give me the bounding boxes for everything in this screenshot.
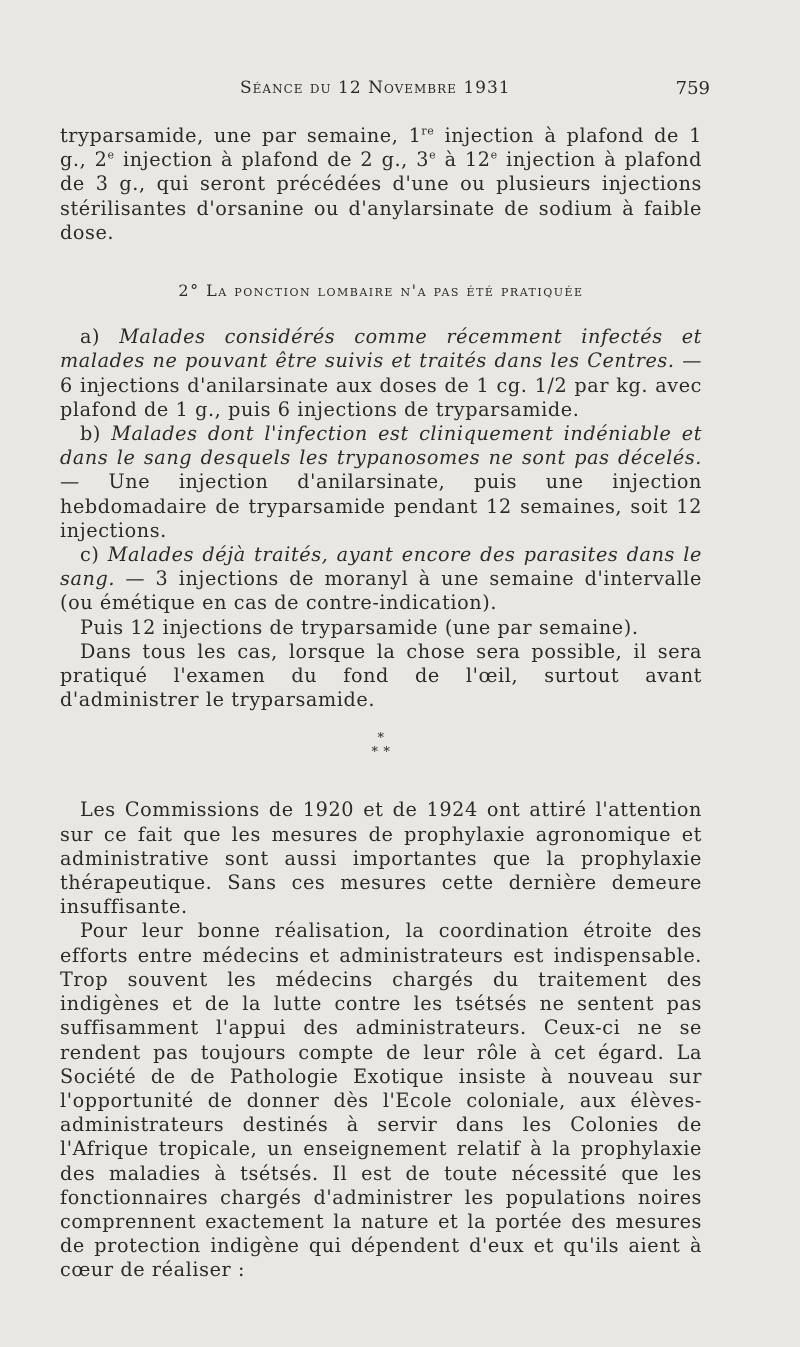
running-title: Séance du 12 Novembre 1931 — [240, 78, 511, 98]
paragraph-tous-les-cas: Dans tous les cas, lorsque la chose sera possible, il sera pratiqué l'examen du fond de l'œil, surtout avant d'administrer le tryparsamide. — [60, 639, 702, 712]
paragraph-continuation: tryparsamide, une par semaine, 1re injection à plafond de 1 g., 2e injection à plafond de 2 g., 3e à 12e injection à plafond de 3 g., qui seront précédées d'une ou plusieurs injections stérilisantes d'orsanine ou d'anylarsinate de sodium à faible dose. — [60, 124, 702, 244]
running-head — [0, 78, 800, 102]
section-heading: 2° La ponction lombaire n'a pas été pratiquée — [178, 281, 584, 301]
body-text — [60, 124, 702, 1283]
page-number: 759 — [675, 78, 710, 99]
paragraph-commissions: Les Commissions de 1920 et de 1924 ont attiré l'attention sur ce fait que les mesures de prophylaxie agronomique et administrative sont aussi importantes que la prophylaxie thérapeutique. Sans ces mesures cette dernière demeure insuffisante. — [60, 798, 702, 919]
asterism-separator: * * * — [371, 731, 391, 761]
paragraph-pour-leur: Pour leur bonne réalisation, la coordination étroite des efforts entre médecins et administrateurs est indispensable. Trop souvent les médecins chargés du traitement des indigènes et de la lutte contre les tsétsés ne sentent pas suffisamment l'appui des administrateurs. Ceux-ci ne se rendent pas toujours compte de leur rôle à cet égard. La Société de de Pathologie Exotique insiste à nouveau sur l'opportunité de donner dès l'Ecole coloniale, aux élèves-administrateurs destinés à servir dans les Colonies de l'Afrique tropicale, un enseignement relatif à la prophylaxie des maladies à tsétsés. Il est de toute nécessité que les fonctionnaires chargés d'administrer les populations noires comprennent exactement la nature et la portée des mesures de protection indigène qui dépendent d'eux et qu'ils aient à cœur de réaliser : — [60, 919, 702, 1282]
paragraph-b: b) Malades dont l'infection est cliniquement indéniable et dans le sang desquels les trypanosomes ne sont pas décelés. — Une injection d'anilarsinate, puis une injection hebdomadaire de tryparsamide pendant 12 semaines, soit 12 injections. — [60, 422, 703, 542]
paragraph-c: c) Malades déjà traités, ayant encore des parasites dans le sang. — 3 injections de moranyl à une semaine d'intervalle (ou émétique en cas de contre-indication). — [60, 543, 702, 615]
paragraph-a: a) Malades considérés comme récemment infectés et malades ne pouvant être suivis et traités dans les Centres. — 6 injections d'anilarsinate aux doses de 1 cg. 1/2 par kg. avec plafond de 1 g., puis 6 injections de tryparsamide. — [60, 325, 702, 421]
paragraph-puis: Puis 12 injections de tryparsamide (une par semaine). — [80, 615, 639, 639]
